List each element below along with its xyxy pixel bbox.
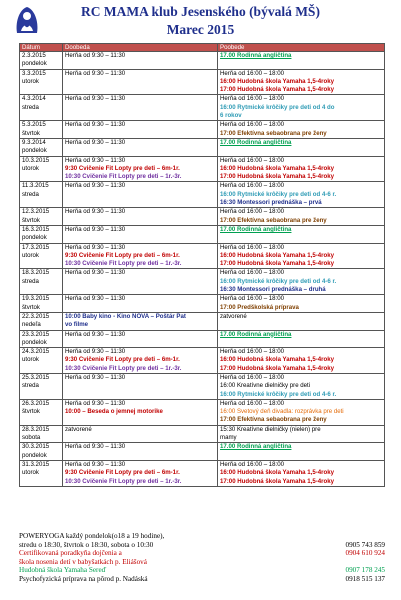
cell-line: Herňa od 9:30 – 11:30 bbox=[65, 156, 126, 164]
date-cell bbox=[20, 425, 63, 443]
cell-line: štvrtok bbox=[22, 303, 40, 311]
date-cell bbox=[20, 182, 63, 208]
afternoon-cell bbox=[218, 243, 385, 269]
cell-line: 16:00 Svetový deň divadla: rozprávka pre deti bbox=[220, 408, 344, 416]
afternoon-cell bbox=[218, 460, 385, 486]
table-row bbox=[20, 460, 385, 486]
cell-line: 17:00 Hudobná škola Yamaha 1,5-4roky bbox=[220, 260, 335, 268]
afternoon-cell bbox=[218, 182, 385, 208]
page-header bbox=[0, 0, 401, 44]
cell-line: 18.3.2015 bbox=[22, 269, 50, 277]
date-cell bbox=[20, 95, 63, 121]
cell-line: 16.3.2015 bbox=[22, 225, 50, 233]
cell-line: 15:30 Kreatívne dielničky (nielen) pre bbox=[220, 425, 321, 433]
cell-line: 16:00 Rytmické krôčiky pre deti od 4-6 r. bbox=[220, 390, 337, 398]
table-row bbox=[20, 208, 385, 226]
date-cell bbox=[20, 330, 63, 348]
cell-line: 10:00 Baby kino - Kino NOVA – Poštár Pat bbox=[65, 312, 186, 320]
cell-line: 9:30 Cvičenie Fit Lopty pre deti – 6m-1r. bbox=[65, 356, 180, 364]
cell-line: 3.3.2015 bbox=[22, 69, 46, 77]
footer-line bbox=[19, 558, 385, 567]
morning-cell bbox=[63, 52, 218, 70]
date-cell bbox=[20, 399, 63, 425]
cell-line: 16:00 Rytmické krôčiky pre deti od 4-6 r. bbox=[220, 190, 337, 198]
cell-line: utorok bbox=[22, 77, 39, 85]
cell-line: 5.3.2015 bbox=[22, 121, 46, 129]
cell-line: Herňa od 9:30 – 11:30 bbox=[65, 295, 126, 303]
date-cell bbox=[20, 269, 63, 295]
cell-line: 17:00 Efektívna sebaobrana pre ženy bbox=[220, 416, 327, 424]
morning-cell bbox=[63, 225, 218, 243]
table-row bbox=[20, 52, 385, 70]
morning-cell bbox=[63, 182, 218, 208]
afternoon-cell bbox=[218, 348, 385, 374]
cell-line: 16:30 Montessori prednáška – prvá bbox=[220, 199, 322, 207]
afternoon-cell bbox=[218, 95, 385, 121]
table-row bbox=[20, 348, 385, 374]
date-cell bbox=[20, 69, 63, 95]
date-cell bbox=[20, 243, 63, 269]
footer-line bbox=[19, 541, 385, 550]
cell-line: 12.3.2015 bbox=[22, 208, 50, 216]
cell-line: Herňa od 16:00 – 18:00 bbox=[220, 95, 285, 103]
footer-text: stredu o 18:30, štvrtok o 18:30, sobota o 10:30 bbox=[19, 540, 154, 549]
date-cell bbox=[20, 443, 63, 461]
cell-line: 16:30 Montessori prednáška – druhá bbox=[220, 286, 326, 294]
cell-line: pondelok bbox=[22, 60, 47, 68]
date-cell bbox=[20, 312, 63, 330]
cell-line: 10:30 Cvičenie Fit Lopty pre deti – 1r.-3r. bbox=[65, 477, 182, 485]
afternoon-cell bbox=[218, 312, 385, 330]
cell-line: pondelok bbox=[22, 451, 47, 459]
table-row bbox=[20, 295, 385, 313]
morning-cell bbox=[63, 373, 218, 399]
morning-cell bbox=[63, 295, 218, 313]
morning-cell bbox=[63, 121, 218, 139]
footer-line bbox=[19, 549, 385, 558]
morning-cell bbox=[63, 330, 218, 348]
afternoon-cell bbox=[218, 121, 385, 139]
cell-line: Herňa od 9:30 – 11:30 bbox=[65, 138, 126, 146]
cell-line: Herňa od 16:00 – 18:00 bbox=[220, 460, 285, 468]
afternoon-cell bbox=[218, 373, 385, 399]
afternoon-cell bbox=[218, 156, 385, 182]
afternoon-cell bbox=[218, 330, 385, 348]
table-row bbox=[20, 425, 385, 443]
cell-line: 17.00 Rodinná angličtina bbox=[220, 225, 292, 233]
cell-line: Herňa od 9:30 – 11:30 bbox=[65, 443, 126, 451]
table-row bbox=[20, 225, 385, 243]
afternoon-cell bbox=[218, 69, 385, 95]
cell-line: 9.3.2014 bbox=[22, 138, 46, 146]
date-cell bbox=[20, 373, 63, 399]
cell-line: 10:00 – Beseda o jemnej motorike bbox=[65, 408, 163, 416]
cell-line: 19.3.2015 bbox=[22, 295, 50, 303]
table-row bbox=[20, 69, 385, 95]
cell-line: Herňa od 9:30 – 11:30 bbox=[65, 69, 126, 77]
table-row bbox=[20, 269, 385, 295]
cell-line: pondelok bbox=[22, 338, 47, 346]
cell-line: štvrtok bbox=[22, 129, 40, 137]
cell-line: streda bbox=[22, 277, 39, 285]
cell-line: Herňa od 9:30 – 11:30 bbox=[65, 121, 126, 129]
cell-line: 9:30 Cvičenie Fit Lopty pre deti – 6m-1r. bbox=[65, 164, 180, 172]
morning-cell bbox=[63, 95, 218, 121]
cell-line: 16:00 Kreatívne dielničky pre deti bbox=[220, 382, 311, 390]
page-subtitle: Marec 2015 bbox=[166, 22, 235, 37]
footer-phone: 0905 743 859 bbox=[345, 540, 385, 549]
footer-text: Psychofyzická príprava na pôrod p. Nadáská bbox=[19, 574, 148, 583]
cell-line: Herňa od 9:30 – 11:30 bbox=[65, 373, 126, 381]
footer-text: Hudobná škola Yamaha Sereď bbox=[19, 566, 107, 575]
cell-line: 26.3.2015 bbox=[22, 399, 50, 407]
cell-line: 25.3.2015 bbox=[22, 373, 50, 381]
cell-line: 16:00 Hudobná škola Yamaha 1,5-4roky bbox=[220, 251, 335, 259]
morning-cell bbox=[63, 399, 218, 425]
morning-cell bbox=[63, 348, 218, 374]
footer-line bbox=[19, 532, 385, 541]
afternoon-cell bbox=[218, 269, 385, 295]
table-row bbox=[20, 312, 385, 330]
cell-line: Herňa od 16:00 – 18:00 bbox=[220, 269, 285, 277]
cell-line: 31.3.2015 bbox=[22, 460, 50, 468]
cell-line: sobota bbox=[22, 434, 41, 442]
table-row bbox=[20, 182, 385, 208]
cell-line: Herňa od 16:00 – 18:00 bbox=[220, 399, 285, 407]
cell-line: 17:00 Predškolská príprava bbox=[220, 303, 299, 311]
cell-line: 17:00 Hudobná škola Yamaha 1,5-4roky bbox=[220, 86, 335, 94]
footer-text: škola nosenia detí v babyšatkách p. Eliášová bbox=[19, 557, 147, 566]
cell-line: Herňa od 9:30 – 11:30 bbox=[65, 243, 126, 251]
afternoon-cell bbox=[218, 225, 385, 243]
morning-cell bbox=[63, 312, 218, 330]
cell-line: Herňa od 16:00 – 18:00 bbox=[220, 348, 285, 356]
cell-line: utorok bbox=[22, 251, 39, 259]
cell-line: zatvorené bbox=[65, 425, 92, 433]
morning-cell bbox=[63, 208, 218, 226]
cell-line: 4.3.2014 bbox=[22, 95, 46, 103]
cell-line: 30.3.2015 bbox=[22, 443, 50, 451]
cell-line: 16:00 Rytmické krôčiky pre deti od 4 do bbox=[220, 103, 335, 111]
date-cell bbox=[20, 208, 63, 226]
date-cell bbox=[20, 156, 63, 182]
table-row bbox=[20, 330, 385, 348]
morning-cell bbox=[63, 425, 218, 443]
morning-cell bbox=[63, 443, 218, 461]
schedule-body bbox=[20, 52, 385, 487]
cell-line: 28.3.2015 bbox=[22, 425, 50, 433]
cell-line: pondelok bbox=[22, 234, 47, 242]
cell-line: streda bbox=[22, 190, 39, 198]
cell-line: 17:00 Efektívna sebaobrana pre ženy bbox=[220, 129, 327, 137]
date-cell bbox=[20, 295, 63, 313]
cell-line: Herňa od 9:30 – 11:30 bbox=[65, 95, 126, 103]
table-row bbox=[20, 138, 385, 156]
cell-line: 17.00 Rodinná angličtina bbox=[220, 330, 292, 338]
cell-line: 17:00 Hudobná škola Yamaha 1,5-4roky bbox=[220, 173, 335, 181]
footer-text: POWERYOGA každý pondelok(o18 a 19 hodine), bbox=[19, 532, 165, 540]
cell-line: 10:30 Cvičenie Fit Lopty pre deti – 1r.-3r. bbox=[65, 364, 182, 372]
cell-line: 23.3.2015 bbox=[22, 330, 50, 338]
cell-line: utorok bbox=[22, 469, 39, 477]
cell-line: Herňa od 9:30 – 11:30 bbox=[65, 348, 126, 356]
cell-line: štvrtok bbox=[22, 216, 40, 224]
cell-line: 9:30 Cvičenie Fit Lopty pre deti – 6m-1r. bbox=[65, 469, 180, 477]
cell-line: 17.00 Rodinná angličtina bbox=[220, 443, 292, 451]
cell-line: utorok bbox=[22, 356, 39, 364]
cell-line: štvrtok bbox=[22, 408, 40, 416]
afternoon-cell bbox=[218, 295, 385, 313]
morning-cell bbox=[63, 138, 218, 156]
header-morning: Doobeda bbox=[63, 44, 218, 52]
cell-line: Herňa od 16:00 – 18:00 bbox=[220, 121, 285, 129]
cell-line: Herňa od 9:30 – 11:30 bbox=[65, 208, 126, 216]
cell-line: 10.3.2015 bbox=[22, 156, 50, 164]
afternoon-cell bbox=[218, 138, 385, 156]
morning-cell bbox=[63, 69, 218, 95]
cell-line: Herňa od 16:00 – 18:00 bbox=[220, 243, 285, 251]
cell-line: Herňa od 16:00 – 18:00 bbox=[220, 295, 285, 303]
page-title: RC MAMA klub Jesenského (bývalá MŠ) bbox=[81, 4, 320, 19]
afternoon-cell bbox=[218, 208, 385, 226]
cell-line: 16:00 Hudobná škola Yamaha 1,5-4roky bbox=[220, 356, 335, 364]
cell-line: 16:00 Hudobná škola Yamaha 1,5-4roky bbox=[220, 77, 335, 85]
table-row bbox=[20, 156, 385, 182]
cell-line: 9:30 Cvičenie Fit Lopty pre deti – 6m-1r. bbox=[65, 251, 180, 259]
afternoon-cell bbox=[218, 443, 385, 461]
cell-line: 16:00 Hudobná škola Yamaha 1,5-4roky bbox=[220, 164, 335, 172]
cell-line: Herňa od 9:30 – 11:30 bbox=[65, 460, 126, 468]
date-cell bbox=[20, 121, 63, 139]
cell-line: pondelok bbox=[22, 147, 47, 155]
date-cell bbox=[20, 138, 63, 156]
cell-line: 17.3.2015 bbox=[22, 243, 50, 251]
table-row bbox=[20, 121, 385, 139]
table-row bbox=[20, 95, 385, 121]
table-header-row bbox=[20, 44, 385, 52]
cell-line: mamy bbox=[220, 434, 237, 442]
cell-line: Herňa od 9:30 – 11:30 bbox=[65, 225, 126, 233]
table-row bbox=[20, 373, 385, 399]
cell-line: utorok bbox=[22, 164, 39, 172]
footer-contacts bbox=[19, 532, 385, 584]
date-cell bbox=[20, 52, 63, 70]
date-cell bbox=[20, 225, 63, 243]
cell-line: Herňa od 16:00 – 18:00 bbox=[220, 69, 285, 77]
table-row bbox=[20, 243, 385, 269]
footer-line bbox=[19, 575, 385, 584]
cell-line: Herňa od 16:00 – 18:00 bbox=[220, 156, 285, 164]
cell-line: zatvorené bbox=[220, 312, 247, 320]
footer-phone: 0904 610 924 bbox=[345, 549, 385, 558]
cell-line: streda bbox=[22, 103, 39, 111]
header-date: Dátum bbox=[20, 44, 63, 52]
table-row bbox=[20, 443, 385, 461]
cell-line: 17:00 Hudobná škola Yamaha 1,5-4roky bbox=[220, 364, 335, 372]
cell-line: Herňa od 9:30 – 11:30 bbox=[65, 269, 126, 277]
morning-cell bbox=[63, 243, 218, 269]
cell-line: 2.3.2015 bbox=[22, 52, 46, 59]
date-cell bbox=[20, 348, 63, 374]
cell-line: 6 rokov bbox=[220, 112, 242, 120]
cell-line: 24.3.2015 bbox=[22, 348, 50, 356]
cell-line: Herňa od 9:30 – 11:30 bbox=[65, 399, 126, 407]
cell-line: 17:00 Hudobná škola Yamaha 1,5-4roky bbox=[220, 477, 335, 485]
cell-line: 16:00 Hudobná škola Yamaha 1,5-4roky bbox=[220, 469, 335, 477]
cell-line: 17:00 Efektívna sebaobrana pre ženy bbox=[220, 216, 327, 224]
morning-cell bbox=[63, 460, 218, 486]
cell-line: Herňa od 16:00 – 18:00 bbox=[220, 182, 285, 190]
cell-line: 16:00 Rytmické krôčiky pre deti od 4-6 r. bbox=[220, 277, 337, 285]
footer-line bbox=[19, 566, 385, 575]
cell-line: 10:30 Cvičenie Fit Lopty pre deti – 1r.-3r. bbox=[65, 260, 182, 268]
header-afternoon: Poobede bbox=[218, 44, 385, 52]
cell-line: 17.00 Rodinná angličtina bbox=[220, 138, 292, 146]
cell-line: streda bbox=[22, 382, 39, 390]
cell-line: nedeľa bbox=[22, 321, 41, 329]
table-row bbox=[20, 399, 385, 425]
cell-line: Herňa od 9:30 – 11:30 bbox=[65, 330, 126, 338]
date-cell bbox=[20, 460, 63, 486]
footer-text: Certifikovaná poradkyňa dojčenia a bbox=[19, 549, 122, 558]
afternoon-cell bbox=[218, 425, 385, 443]
cell-line: 17.00 Rodinná angličtina bbox=[220, 52, 292, 59]
footer-phone: 0907 178 245 bbox=[345, 566, 385, 575]
cell-line: 22.3.2015 bbox=[22, 312, 50, 320]
cell-line: Herňa od 16:00 – 18:00 bbox=[220, 208, 285, 216]
cell-line: vo filme bbox=[65, 321, 89, 329]
footer-phone: 0918 515 137 bbox=[345, 574, 385, 583]
afternoon-cell bbox=[218, 399, 385, 425]
cell-line: Herňa od 9:30 – 11:30 bbox=[65, 182, 126, 190]
morning-cell bbox=[63, 269, 218, 295]
cell-line: 11.3.2015 bbox=[22, 182, 49, 190]
cell-line: Herňa od 16:00 – 18:00 bbox=[220, 373, 285, 381]
morning-cell bbox=[63, 156, 218, 182]
afternoon-cell bbox=[218, 52, 385, 70]
cell-line: Herňa od 9:30 – 11:30 bbox=[65, 52, 126, 59]
cell-line: 10:30 Cvičenie Fit Lopty pre deti – 1r.-3r. bbox=[65, 173, 182, 181]
schedule-table bbox=[19, 43, 385, 487]
